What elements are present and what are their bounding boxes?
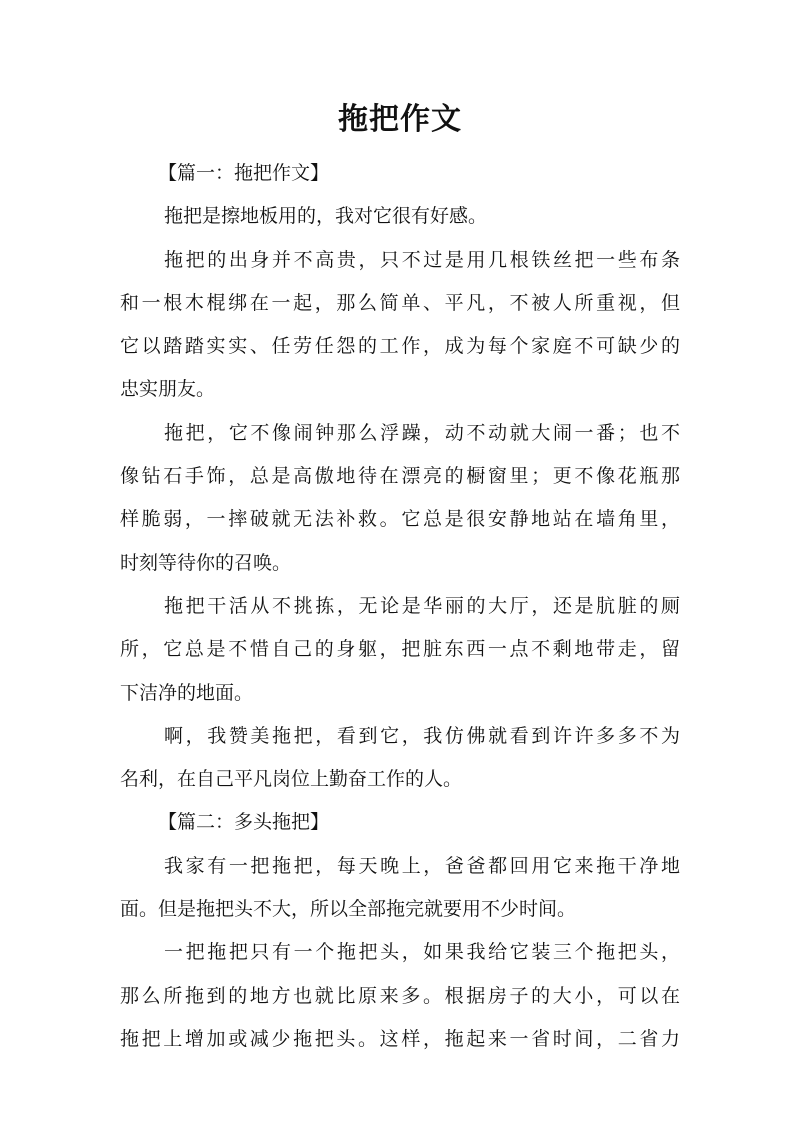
paragraph-line: 拖把的出身并不高贵，只不过是用几根铁丝把一些布条 — [164, 248, 680, 271]
essay-body — [120, 152, 680, 1061]
section-heading-1: 【篇一：拖把作文】 — [158, 162, 330, 184]
paragraph-line: 拖把干活从不挑拣，无论是华丽的大厅，还是肮脏的厕 — [164, 594, 680, 617]
paragraph-line: 啊，我赞美拖把，看到它，我仿佛就看到许许多多不为 — [164, 724, 680, 747]
paragraph-line: 拖把是擦地板用的，我对它很有好感。 — [164, 205, 488, 228]
paragraph-line: 所，它总是不惜自己的身躯，把脏东西一点不剩地带走，留 — [120, 638, 680, 661]
paragraph-line: 样脆弱，一摔破就无法补救。它总是很安静地站在墙角里， — [120, 508, 680, 531]
paragraph-line: 那么所拖到的地方也就比原来多。根据房子的大小，可以在 — [120, 984, 680, 1007]
paragraph-line: 忠实朋友。 — [120, 378, 216, 401]
paragraph-line: 拖把，它不像闹钟那么浮躁，动不动就大闹一番；也不 — [164, 421, 680, 444]
document-title: 拖把作文 — [338, 102, 462, 137]
paragraph-line: 我家有一把拖把，每天晚上，爸爸都回用它来拖干净地 — [164, 854, 680, 877]
paragraph-line: 下洁净的地面。 — [120, 681, 254, 704]
paragraph-line: 面。但是拖把头不大，所以全部拖完就要用不少时间。 — [120, 898, 577, 921]
section-heading-2: 【篇二：多头拖把】 — [158, 811, 330, 834]
paragraph-line: 拖把上增加或减少拖把头。这样，拖起来一省时间，二省力 — [120, 1027, 680, 1050]
paragraph-line: 像钻石手饰，总是高傲地待在漂亮的橱窗里；更不像花瓶那 — [120, 465, 680, 488]
paragraph-line: 它以踏踏实实、任劳任怨的工作，成为每个家庭不可缺少的 — [120, 335, 680, 358]
paragraph-line: 时刻等待你的召唤。 — [120, 551, 292, 574]
paragraph-line: 和一根木棍绑在一起，那么简单、平凡，不被人所重视，但 — [120, 291, 680, 314]
paragraph-line: 一把拖把只有一个拖把头，如果我给它装三个拖把头， — [164, 941, 680, 964]
paragraph-line: 名利，在自己平凡岗位上勤奋工作的人。 — [120, 768, 463, 791]
